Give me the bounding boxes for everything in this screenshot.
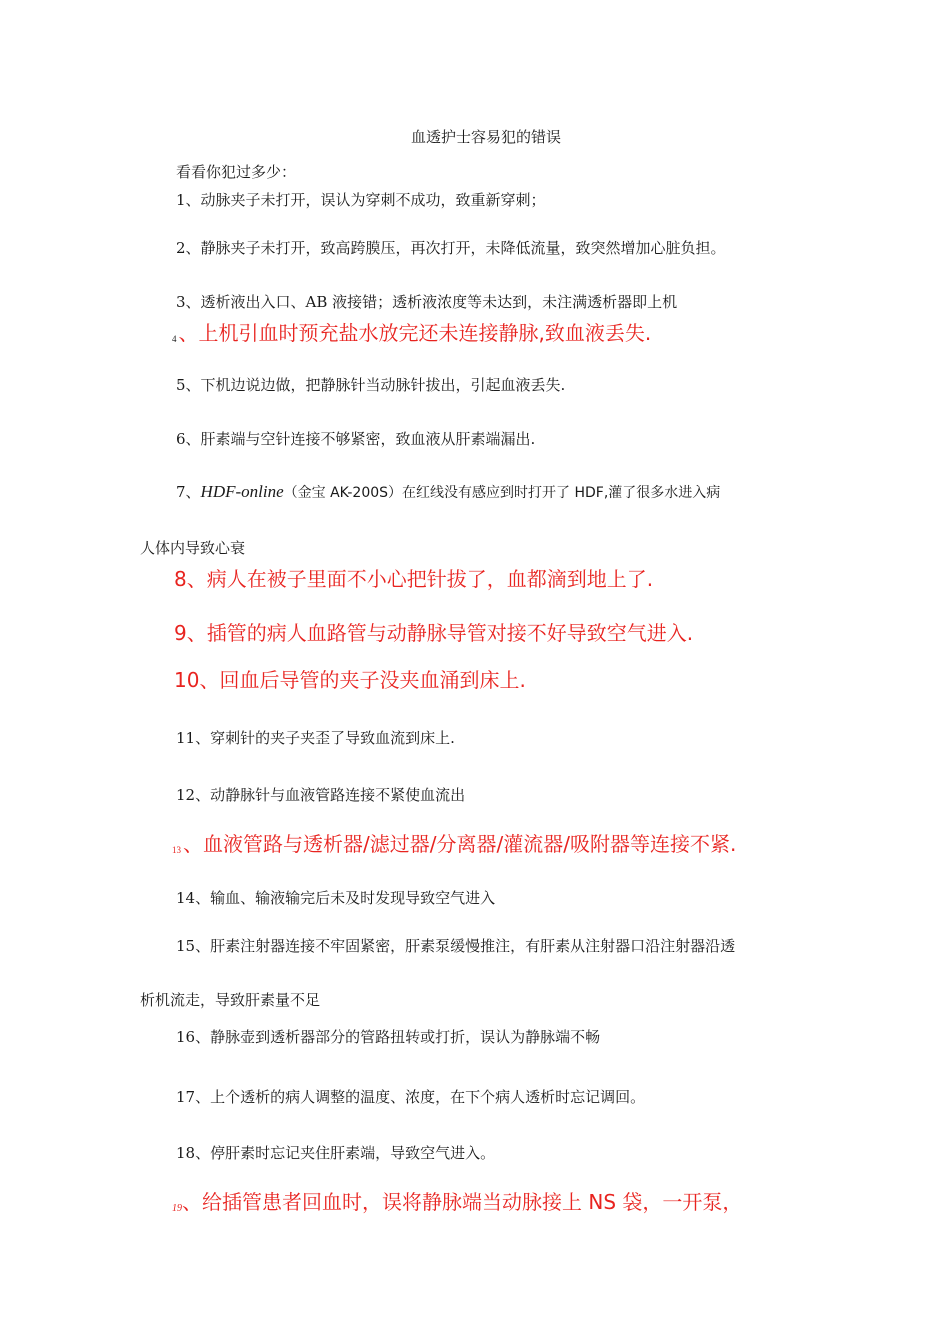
list-item-5: 5、下机边说边做，把静脉针当动脉针拔出，引起血液丢失.	[176, 376, 566, 394]
list-item-11: 11、穿刺针的夹子夹歪了导致血流到床上.	[176, 729, 455, 747]
list-item-16: 16、静脉壶到透析器部分的管路扭转或打折，误认为静脉端不畅	[176, 1028, 601, 1046]
list-item-18: 18、停肝素时忘记夹住肝素端，导致空气进入。	[176, 1144, 496, 1162]
list-item-7	[176, 482, 720, 503]
list-item-7-rest: （金宝 AK-200S）在红线没有感应到时打开了 HDF,灌了很多水进入病	[283, 485, 721, 501]
list-item-1: 1、动脉夹子未打开，误认为穿刺不成功，致重新穿刺；	[176, 191, 546, 209]
list-item-2: 2、静脉夹子未打开，致高跨膜压，再次打开，未降低流量，致突然增加心脏负担。	[176, 239, 726, 257]
list-item-4-text: 、上机引血时预充盐水放完还未连接静脉,致血液丢失.	[178, 321, 652, 345]
list-item-6: 6、肝素端与空针连接不够紧密，致血液从肝素端漏出.	[176, 430, 536, 448]
intro-text: 看看你犯过多少：	[176, 163, 297, 181]
list-item-8: 8、病人在被子里面不小心把针拔了，血都滴到地上了.	[174, 567, 654, 591]
list-item-7-hdf: HDF-online	[200, 482, 284, 501]
list-item-9: 9、插管的病人血路管与动静脉导管对接不好导致空气进入.	[174, 621, 694, 645]
list-item-7-number: 7、	[176, 483, 201, 501]
list-item-13-text: 、血液管路与透析器/滤过器/分离器/灌流器/吸附器等连接不紧.	[183, 832, 737, 856]
list-item-3: 3、透析液出入口、AB 液接错；透析液浓度等未达到，未注满透析器即上机	[176, 293, 678, 311]
list-item-13	[172, 831, 736, 863]
list-item-10: 10、回血后导管的夹子没夹血涌到床上.	[174, 668, 526, 692]
list-item-19	[172, 1189, 742, 1222]
list-item-19-text: 、给插管患者回血时，误将静脉端当动脉接上 NS 袋，一开泵，	[182, 1190, 743, 1214]
list-item-12: 12、动静脉针与血液管路连接不紧使血流出	[176, 786, 466, 804]
list-item-13-number: 13	[172, 845, 181, 855]
list-item-15-continued: 析机流走，导致肝素量不足	[140, 991, 321, 1009]
list-item-17: 17、上个透析的病人调整的温度、浓度，在下个病人透析时忘记调回。	[176, 1088, 646, 1106]
list-item-4-number: 4	[172, 334, 177, 344]
document-title: 血透护士容易犯的错误	[411, 128, 562, 146]
list-item-7-continued: 人体内导致心衰	[140, 539, 246, 557]
list-item-19-number: 19	[172, 1203, 182, 1214]
list-item-14: 14、输血、输液输完后未及时发现导致空气进入	[176, 889, 496, 907]
list-item-15: 15、肝素注射器连接不牢固紧密，肝素泵缓慢推注，有肝素从注射器口沿注射器沿透	[176, 937, 736, 955]
list-item-4	[172, 320, 651, 352]
